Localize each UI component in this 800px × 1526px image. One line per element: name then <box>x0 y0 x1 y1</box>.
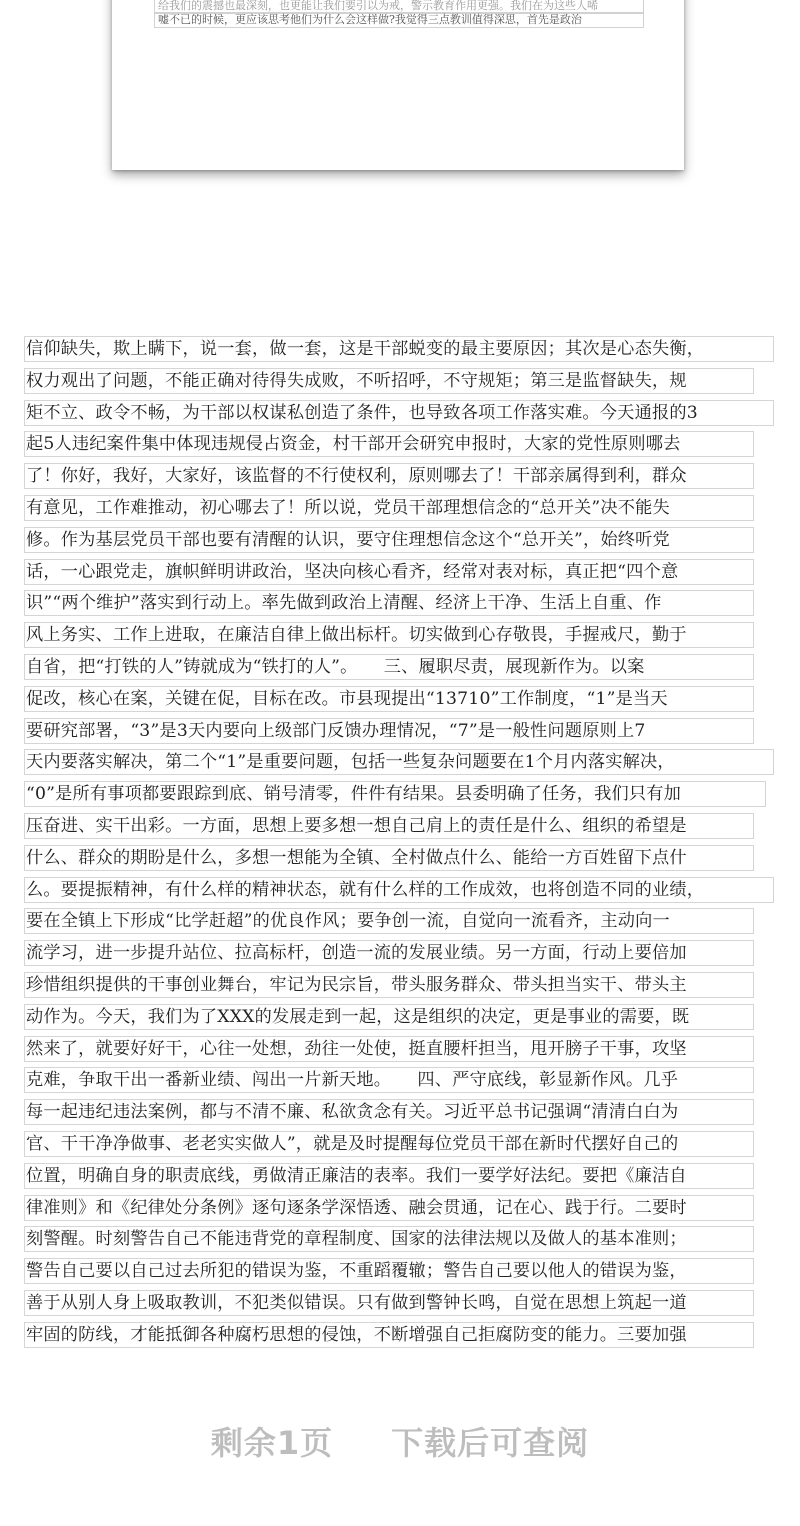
text-line: 话，一心跟党走，旗帜鲜明讲政治，坚决向核心看齐，经常对表对标，真正把“四个意 <box>24 559 754 585</box>
text-line: 修。作为基层党员干部也要有清醒的认识，要守住理想信念这个“总开关”，始终听党 <box>24 527 754 553</box>
text-line: 牢固的防线，才能抵御各种腐朽思想的侵蚀，不断增强自己拒腐防变的能力。三要加强 <box>24 1322 754 1348</box>
text-line: 官、干干净净做事、老老实实做人”，就是及时提醒每位党员干部在新时代摆好自己的 <box>24 1131 754 1157</box>
text-line: 信仰缺失，欺上瞒下，说一套，做一套，这是干部蜕变的最主要原因；其次是心态失衡， <box>24 336 774 362</box>
text-line: 流学习，进一步提升站位、拉高标杆，创造一流的发展业绩。另一方面，行动上要倍加 <box>24 940 754 966</box>
text-line: 刻警醒。时刻警告自己不能违背党的章程制度、国家的法律法规以及做人的基本准则； <box>24 1226 754 1252</box>
text-line: 善于从别人身上吸取教训，不犯类似错误。只有做到警钟长鸣，自觉在思想上筑起一道 <box>24 1290 754 1316</box>
text-line: 识”“两个维护”落实到行动上。率先做到政治上清醒、经济上干净、生活上自重、作 <box>24 590 754 616</box>
text-line: 天内要落实解决，第二个“1”是重要问题，包括一些复杂问题要在1个月内落实解决， <box>24 749 774 775</box>
text-line: 矩不立、政令不畅，为干部以权谋私创造了条件，也导致各项工作落实难。今天通报的3 <box>24 400 774 426</box>
text-line: 压奋进、实干出彩。一方面，思想上要多想一想自己肩上的责任是什么、组织的希望是 <box>24 813 754 839</box>
preview-page-card <box>112 0 684 170</box>
text-line: 有意见，工作难推动，初心哪去了！所以说，党员干部理想信念的“总开关”决不能失 <box>24 495 754 521</box>
text-line: 要研究部署，“3”是3天内要向上级部门反馈办理情况，“7”是一般性问题原则上7 <box>24 718 754 744</box>
preview-line: 嘘不已的时候，更应该思考他们为什么会这样做?我觉得三点教训值得深思，首先是政治 <box>154 12 644 28</box>
text-line: 警告自己要以自己过去所犯的错误为鉴，不重蹈覆辙；警告自己要以他人的错误为鉴， <box>24 1258 754 1284</box>
text-line: 了！你好，我好，大家好，该监督的不行使权利，原则哪去了！干部亲属得到利，群众 <box>24 463 754 489</box>
text-line: 么。要提振精神，有什么样的精神状态，就有什么样的工作成效，也将创造不同的业绩， <box>24 877 774 903</box>
text-line: 风上务实、工作上进取，在廉洁自律上做出标杆。切实做到心存敬畏，手握戒尺，勤于 <box>24 622 754 648</box>
text-line: 珍惜组织提供的干事创业舞台，牢记为民宗旨，带头服务群众、带头担当实干、带头主 <box>24 972 754 998</box>
text-line: 克难，争取干出一番新业绩、闯出一片新天地。 四、严守底线，彰显新作风。几乎 <box>24 1067 754 1093</box>
text-line: 律准则》和《纪律处分条例》逐句逐条学深悟透、融会贯通，记在心、践于行。二要时 <box>24 1195 754 1221</box>
text-line: 要在全镇上下形成“比学赶超”的优良作风；要争创一流，自觉向一流看齐，主动向一 <box>24 908 754 934</box>
text-line: 起5人违纪案件集中体现违规侵占资金，村干部开会研究申报时，大家的党性原则哪去 <box>24 431 754 457</box>
text-line: “0”是所有事项都要跟踪到底、销号清零，件件有结果。县委明确了任务，我们只有加 <box>24 781 766 807</box>
text-line: 然来了，就要好好干，心往一处想，劲往一处使，挺直腰杆担当，甩开膀子干事，攻坚 <box>24 1036 754 1062</box>
remaining-pages-label: 剩余1页 <box>210 1424 334 1462</box>
text-line: 每一起违纪违法案例，都与不清不廉、私欲贪念有关。习近平总书记强调“清清白白为 <box>24 1099 754 1125</box>
text-line: 位置，明确自身的职责底线，勇做清正廉洁的表率。我们一要学好法纪。要把《廉洁自 <box>24 1163 754 1189</box>
text-line: 什么、群众的期盼是什么，多想一想能为全镇、全村做点什么、能给一方百姓留下点什 <box>24 845 754 871</box>
text-line: 自省，把“打铁的人”铸就成为“铁打的人”。 三、履职尽责，展现新作为。以案 <box>24 654 754 680</box>
download-hint-label[interactable]: 下载后可查阅 <box>391 1424 590 1462</box>
text-line: 促改，核心在案，关键在促，目标在改。市县现提出“13710”工作制度，“1”是当天 <box>24 686 754 712</box>
remaining-pages-bar[interactable] <box>0 1418 800 1464</box>
text-line: 权力观出了问题，不能正确对待得失成败，不听招呼，不守规矩；第三是监督缺失，规 <box>24 368 754 394</box>
text-line: 动作为。今天，我们为了XXX的发展走到一起，这是组织的决定，更是事业的需要，既 <box>24 1004 754 1030</box>
preview-line: 给我们的震撼也最深刻，也更能让我们要引以为戒，警示教育作用更强。我们在为这些人唏 <box>154 0 644 14</box>
